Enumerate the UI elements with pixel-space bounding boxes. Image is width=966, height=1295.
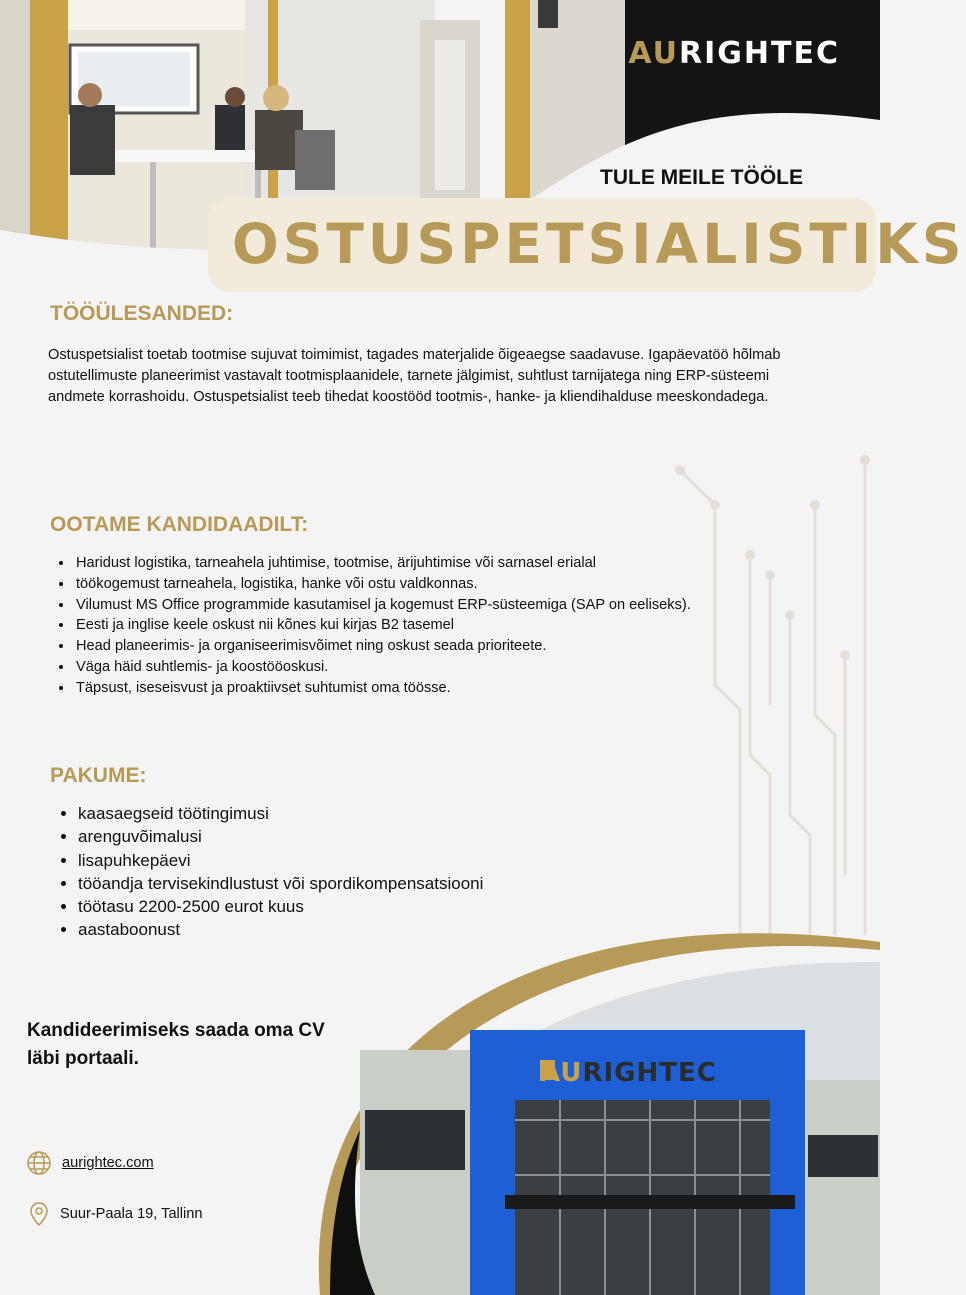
website-link[interactable]: aurightec.com (62, 1155, 154, 1171)
list-item: • arenguvõimalusi (78, 825, 678, 848)
duties-heading: TÖÖÜLESANDED: (50, 302, 234, 325)
header-subtitle: TULE MEILE TÖÖLE (600, 166, 803, 189)
list-item: • Vilumust MS Office programmide kasutamisel ja kogemust ERP-süsteemiga (SAP on eeliseks). (74, 595, 854, 616)
list-item: • töötasu 2200-2500 eurot kuus (78, 895, 678, 918)
brand-logo (628, 36, 840, 71)
list-item: • Täpsust, iseseisvust ja proaktiivset suhtumist oma töösse. (74, 678, 854, 699)
building-photo (0, 900, 880, 1295)
location-pin-icon (26, 1201, 52, 1227)
building-sign-au: AU (540, 1058, 583, 1088)
list-item: • Väga häid suhtlemis- ja koostööoskusi. (74, 657, 854, 678)
list-item: • tööandja tervisekindlustust või spordikompensatsiooni (78, 872, 678, 895)
globe-icon (26, 1150, 52, 1176)
cta-line-2: läbi portaali. (27, 1048, 139, 1069)
offer-heading: PAKUME: (50, 764, 147, 787)
call-to-action (27, 1017, 387, 1073)
address-text: Suur-Paala 19, Tallinn (60, 1206, 203, 1222)
duties-text: Ostuspetsialist toetab tootmise sujuvat toimimist, tagades materjalide õigeaegse saadavuse. Igapäevatöö hõlmab ostutellimuste planeerimist vastavalt tootmisplaanidele, tarnete jälgimist, suhtlust tarnijatega ning ERP-süsteemi andmete korrashoidu. Ostuspetsialist teeb tihedat koostööd tootmis-, hanke- ja kliendihalduse meeskondadega. (48, 347, 781, 405)
list-item: • aastaboonust (78, 918, 678, 941)
logo-rest: RIGHTEC (679, 36, 840, 71)
list-item: • Haridust logistika, tarneahela juhtimise, tootmise, ärijuhtimise või sarnasel erialal (74, 553, 854, 574)
building-sign (540, 1058, 717, 1088)
contact-address (26, 1201, 203, 1227)
requirements-list (48, 553, 854, 699)
page-title: OSTUSPETSIALISTIKS (232, 212, 966, 276)
list-item: • töökogemust tarneahela, logistika, hanke või ostu valdkonnas. (74, 574, 854, 595)
requirements-heading: OOTAME KANDIDAADILT: (50, 513, 309, 536)
list-item: • lisapuhkepäevi (78, 849, 678, 872)
list-item: • Head planeerimis- ja organiseerimisvõimet ning oskust seada prioriteete. (74, 636, 854, 657)
logo-au: AU (628, 36, 680, 71)
list-item: • Eesti ja inglise keele oskust nii kõnes kui kirjas B2 tasemel (74, 615, 854, 636)
list-item: • kaasaegseid töötingimusi (78, 802, 678, 825)
contact-website[interactable] (26, 1150, 154, 1176)
cta-line-1: Kandideerimiseks saada oma CV (27, 1020, 325, 1041)
building-sign-rest: RIGHTEC (582, 1058, 717, 1088)
